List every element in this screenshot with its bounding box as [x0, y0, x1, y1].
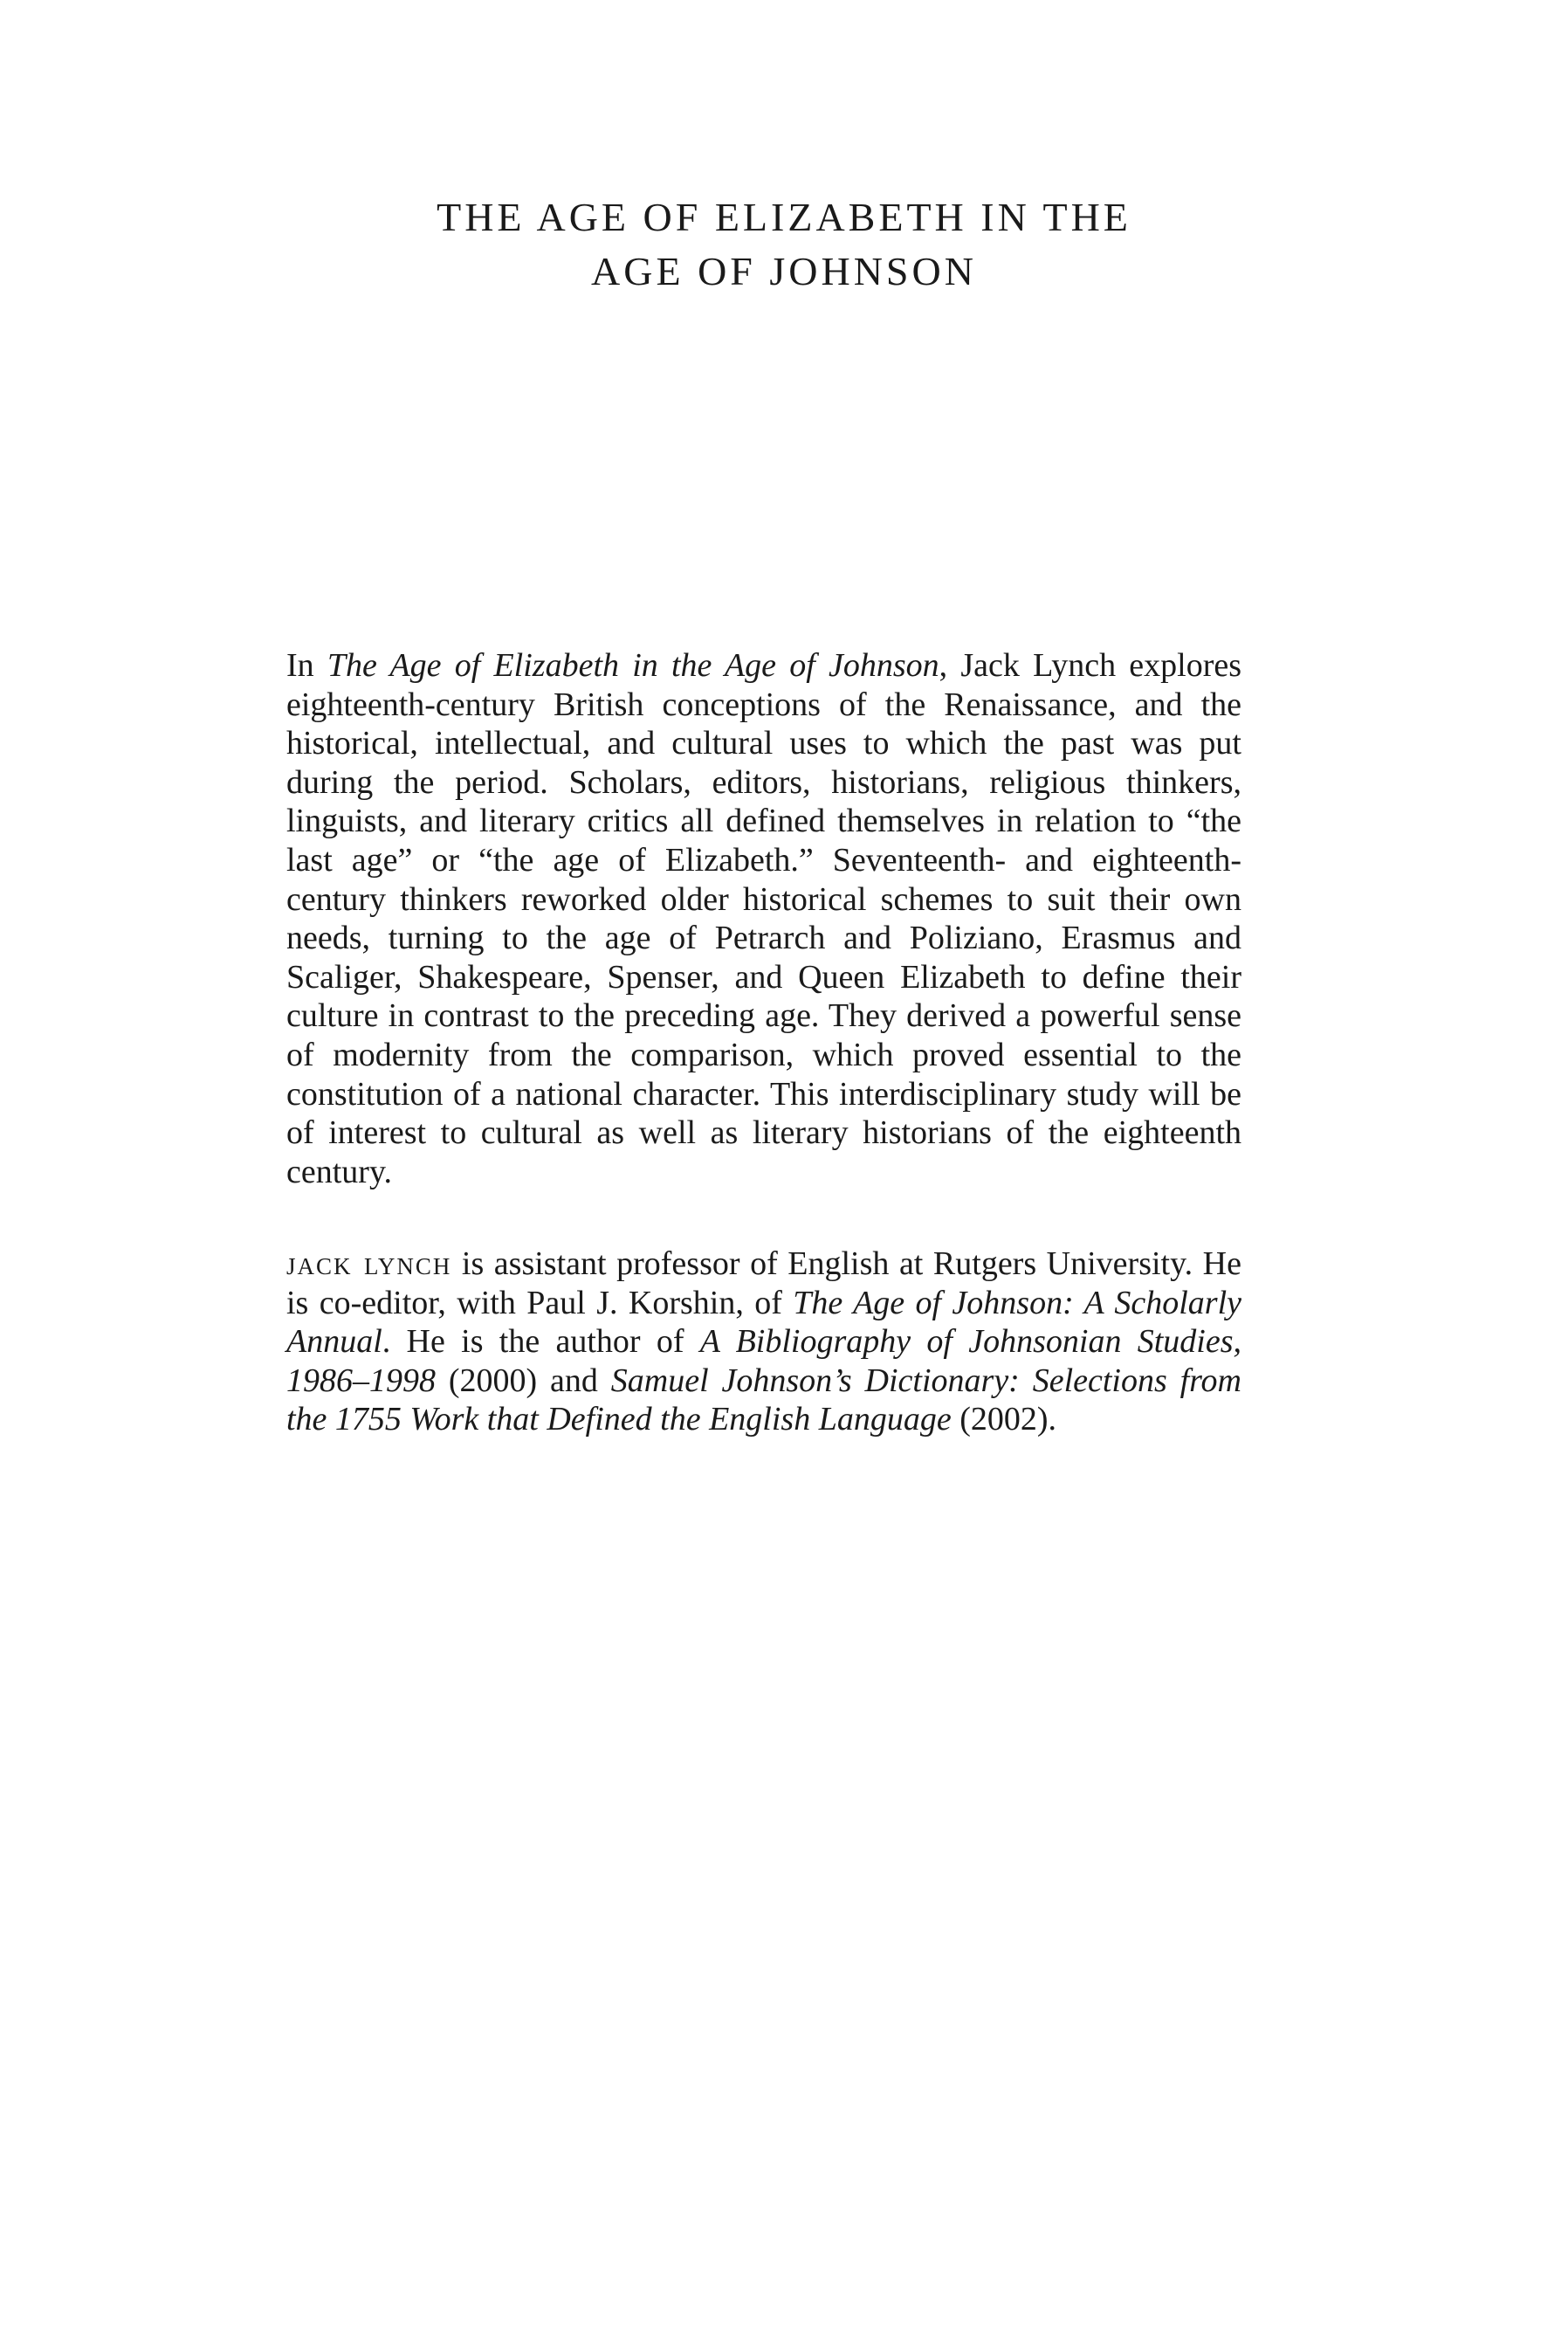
title-line-2: AGE OF JOHNSON — [591, 249, 977, 293]
book-title-italic: The Age of Elizabeth in the Age of Johnson — [327, 647, 939, 684]
bio-work-1: The Age of Johnson: A Scholarly Annual — [286, 1284, 1242, 1361]
book-description — [286, 646, 1241, 1191]
author-bio — [286, 1244, 1241, 1439]
author-name: jack lynch — [286, 1245, 452, 1282]
description-intro: In — [286, 647, 327, 684]
bio-text-2: . He is the author of — [382, 1323, 700, 1361]
bio-text-3: (2000) and — [436, 1362, 611, 1399]
bio-work-3: Samuel Johnson’s Dictionary: Selections from the 1755 Work that Defined the English Language — [286, 1362, 1241, 1438]
title-line-1: THE AGE OF ELIZABETH IN THE — [437, 195, 1131, 239]
bio-text-1: is assistant professor of English at Rutgers University. He is co-editor, with Paul J. Korshin, of — [286, 1245, 1241, 1321]
description-body: , Jack Lynch explores eighteenth-century British conceptions of the Renaissance, and the historical, intellectual, and cultural uses to which the past was put during the period. Scholars, editors, historians, religious thinkers, linguists, and literary critics all defined themselves in relation to “the last age” or “the age of Elizabeth.” Seventeenth- and eighteenth-century thinkers reworked older historical schemes to suit their own needs, turning to the age of Petrarch and Poliziano, Erasmus and Scaliger, Shakespeare, Spenser, and Queen Elizabeth to define their culture in contrast to the preceding age. They derived a powerful sense of modernity from the comparison, which proved essential to the constitution of a national character. This interdisciplinary study will be of interest to cultural as well as literary historians of the eighteenth century. — [286, 647, 1242, 1190]
bio-text-4: (2002). — [951, 1401, 1057, 1438]
page-title — [0, 190, 1568, 299]
bio-work-2: A Bibliography of Johnsonian Studies, 1986–1998 — [286, 1323, 1242, 1399]
